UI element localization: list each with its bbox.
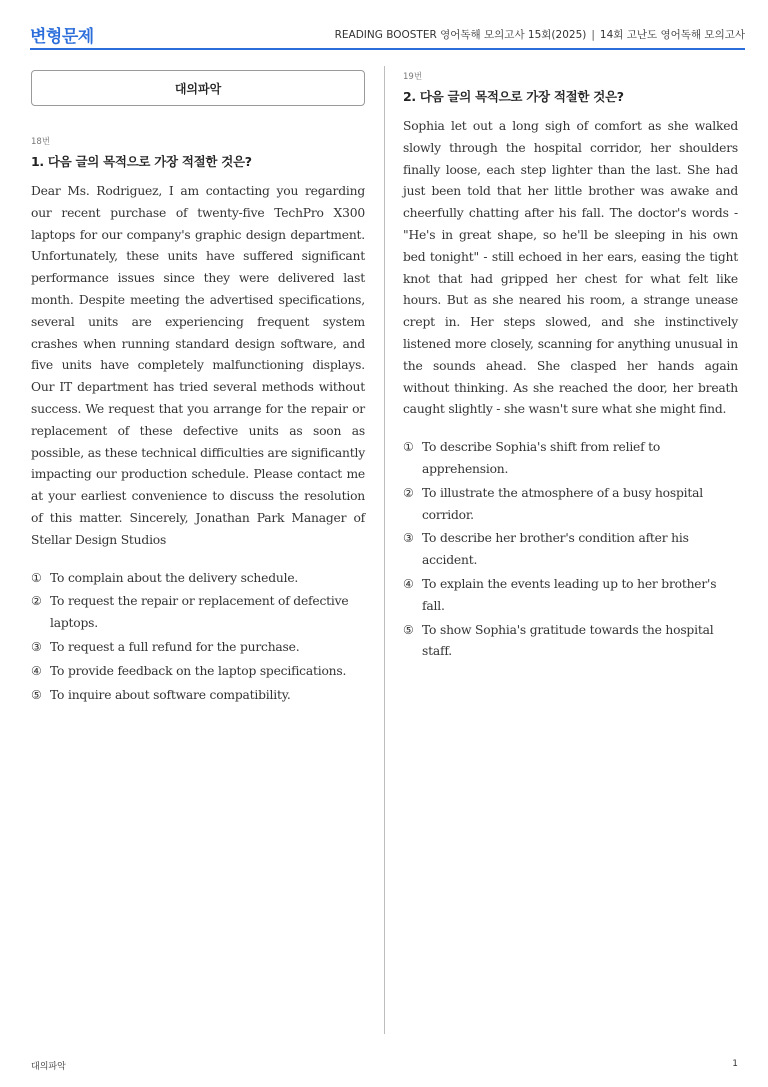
answer-option[interactable] [31,591,365,635]
question-number: 18번 [31,137,51,147]
right-column [403,70,738,665]
question-title: 2. 다음 글의 목적으로 가장 적절한 것은? [403,89,624,104]
answer-options [403,437,738,663]
answer-option[interactable] [403,483,738,527]
header-info [335,27,745,42]
option-marker: ⑤ [403,622,414,637]
option-marker: ① [31,570,42,585]
brand-title: 변형문제 [30,27,94,47]
test-title: 14회 고난도 영어독해 모의고사 [599,29,745,41]
option-text: To describe Sophia's shift from relief to apprehension. [422,440,661,476]
answer-option[interactable] [403,437,738,481]
page-number: 1 [732,1059,738,1069]
option-text: To complain about the delivery schedule. [50,570,299,585]
answer-option[interactable] [403,528,738,572]
answer-option[interactable] [403,620,738,664]
answer-options [31,568,365,707]
answer-option[interactable] [31,661,365,683]
option-text: To describe her brother's condition after his accident. [422,531,689,568]
option-text: To illustrate the atmosphere of a busy hospital corridor. [422,485,703,522]
question-title: 1. 다음 글의 목적으로 가장 적절한 것은? [31,154,252,169]
page-header [30,18,745,50]
option-text: To request a full refund for the purchase. [50,639,300,654]
option-text: To provide feedback on the laptop specifications. [50,663,347,678]
left-column [31,70,365,708]
book-title: READING BOOSTER 영어독해 모의고사 15회(2025) [334,29,587,41]
option-marker: ⑤ [31,687,42,702]
answer-option[interactable] [403,574,738,618]
option-marker: ③ [31,639,42,654]
option-text: To show Sophia's gratitude towards the hospital staff. [422,622,714,659]
question-passage: Dear Ms. Rodriguez, I am contacting you regarding our recent purchase of twenty-five TechPro X300 laptops for our company's graphic design department. Unfortunately, these units have suffered significant performance issues since they were delivered last month. Despite meeting the advertised specifications, several units are experiencing frequent system crashes when running standard design software, and five units have completely malfunctioning displays. Our IT department has tried several methods without success. We request that you arrange for the repair or replacement of these defective units as soon as possible, as these technical difficulties are significantly impacting our production schedule. Please contact me at your earliest convenience to discuss the resolution of this matter. Sincerely, Jonathan Park Manager of Stellar Design Studios [31,184,365,547]
option-marker: ③ [403,531,414,546]
option-marker: ④ [403,576,414,591]
footer-section-label: 대의파악 [31,1062,66,1072]
option-text: To inquire about software compatibility. [50,687,291,702]
option-marker: ② [31,594,42,609]
question-number: 19번 [403,72,423,82]
answer-option[interactable] [31,568,365,590]
section-heading: 대의파악 [31,70,365,106]
option-text: To request the repair or replacement of defective laptops. [50,594,349,631]
option-text: To explain the events leading up to her brother's fall. [422,576,717,613]
column-divider [384,66,385,1034]
answer-option[interactable] [31,685,365,707]
answer-option[interactable] [31,637,365,659]
question-passage: Sophia let out a long sigh of comfort as she walked slowly through the hospital corridor, her shoulders finally loose, each step lighter than the last. She had just been told that her little brother was awake and cheerfully chatting after his fall. The doctor's words - "He's in great shape, so he'll be sleeping in his own bed tonight" - still echoed in her ears, easing the tight knot that had gripped her chest for what felt like hours. But as she neared his room, a strange unease crept in. Her steps slowed, and she instinctively listened more closely, scanning for anything unusual in the sounds ahead. She clasped her hands again without thinking. As she reached the door, her breath caught slightly - she wasn't sure what she might find. [403,119,738,417]
option-marker: ① [403,440,414,455]
header-separator: | [591,29,595,41]
option-marker: ④ [31,663,42,678]
option-marker: ② [403,485,414,500]
